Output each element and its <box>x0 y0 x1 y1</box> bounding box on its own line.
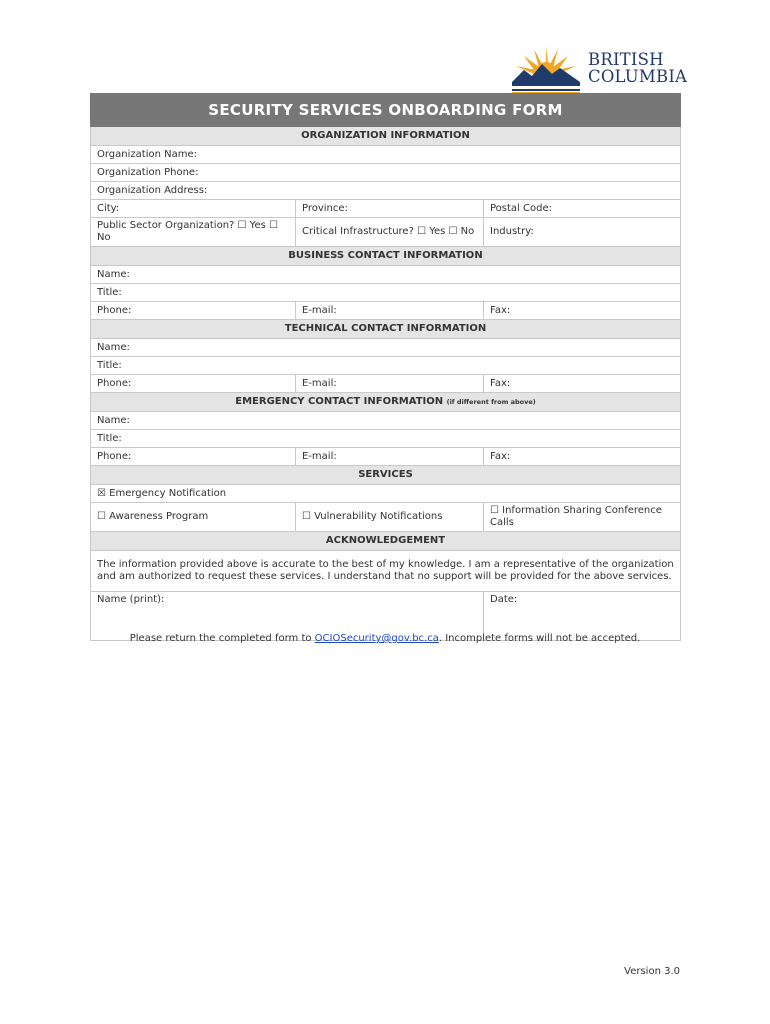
onboarding-form-table <box>90 93 681 641</box>
date-field[interactable]: Date: <box>484 592 681 641</box>
business-email-field[interactable]: E-mail: <box>296 302 484 320</box>
technical-email-field[interactable]: E-mail: <box>296 375 484 393</box>
bc-sun-mountains-icon <box>510 42 582 94</box>
logo-wordmark <box>588 51 687 85</box>
services-heading: SERVICES <box>91 466 681 485</box>
technical-title-field[interactable]: Title: <box>91 357 681 375</box>
industry-field[interactable]: Industry: <box>484 218 681 247</box>
emergency-fax-field[interactable]: Fax: <box>484 448 681 466</box>
org-phone-field[interactable]: Organization Phone: <box>91 164 681 182</box>
province-field[interactable]: Province: <box>296 200 484 218</box>
emergency-title-field[interactable]: Title: <box>91 430 681 448</box>
technical-fax-field[interactable]: Fax: <box>484 375 681 393</box>
emergency-phone-field[interactable]: Phone: <box>91 448 296 466</box>
emergency-heading-note: (if different from above) <box>446 398 536 406</box>
org-name-field[interactable]: Organization Name: <box>91 146 681 164</box>
info-sharing-checkbox[interactable]: ☐ Information Sharing Conference Calls <box>484 503 681 532</box>
business-fax-field[interactable]: Fax: <box>484 302 681 320</box>
footer-text-before: Please return the completed form to <box>129 633 315 644</box>
ocio-email-link[interactable]: OCIOSecurity@gov.bc.ca <box>314 633 439 644</box>
footer-note <box>90 633 680 644</box>
technical-contact-heading: TECHNICAL CONTACT INFORMATION <box>91 320 681 339</box>
form-title: SECURITY SERVICES ONBOARDING FORM <box>91 94 681 127</box>
technical-name-field[interactable]: Name: <box>91 339 681 357</box>
city-field[interactable]: City: <box>91 200 296 218</box>
emergency-heading-text: EMERGENCY CONTACT INFORMATION <box>235 396 444 407</box>
awareness-program-checkbox[interactable]: ☐ Awareness Program <box>91 503 296 532</box>
footer-text-after: . Incomplete forms will not be accepted. <box>438 633 641 644</box>
acknowledgement-text: The information provided above is accurate to the best of my knowledge. I am a representative of the organization and am authorized to request these services. I understand that no support will be provided for the above services. <box>91 551 681 592</box>
org-info-heading: ORGANIZATION INFORMATION <box>91 127 681 146</box>
vulnerability-notifications-checkbox[interactable]: ☐ Vulnerability Notifications <box>296 503 484 532</box>
org-address-field[interactable]: Organization Address: <box>91 182 681 200</box>
emergency-name-field[interactable]: Name: <box>91 412 681 430</box>
emergency-notification-checkbox[interactable]: ☒ Emergency Notification <box>91 485 681 503</box>
business-name-field[interactable]: Name: <box>91 266 681 284</box>
business-phone-field[interactable]: Phone: <box>91 302 296 320</box>
version-label: Version 3.0 <box>624 966 680 977</box>
logo-line-2: COLUMBIA <box>588 67 688 86</box>
business-title-field[interactable]: Title: <box>91 284 681 302</box>
postal-code-field[interactable]: Postal Code: <box>484 200 681 218</box>
technical-phone-field[interactable]: Phone: <box>91 375 296 393</box>
name-print-field[interactable]: Name (print): <box>91 592 484 641</box>
acknowledgement-heading: ACKNOWLEDGEMENT <box>91 532 681 551</box>
emergency-email-field[interactable]: E-mail: <box>296 448 484 466</box>
public-sector-checkbox[interactable]: Public Sector Organization? ☐ Yes ☐ No <box>91 218 296 247</box>
bc-logo <box>510 42 688 94</box>
emergency-contact-heading <box>91 393 681 412</box>
logo-line-1: BRITISH <box>588 50 664 69</box>
critical-infrastructure-checkbox[interactable]: Critical Infrastructure? ☐ Yes ☐ No <box>296 218 484 247</box>
business-contact-heading: BUSINESS CONTACT INFORMATION <box>91 247 681 266</box>
